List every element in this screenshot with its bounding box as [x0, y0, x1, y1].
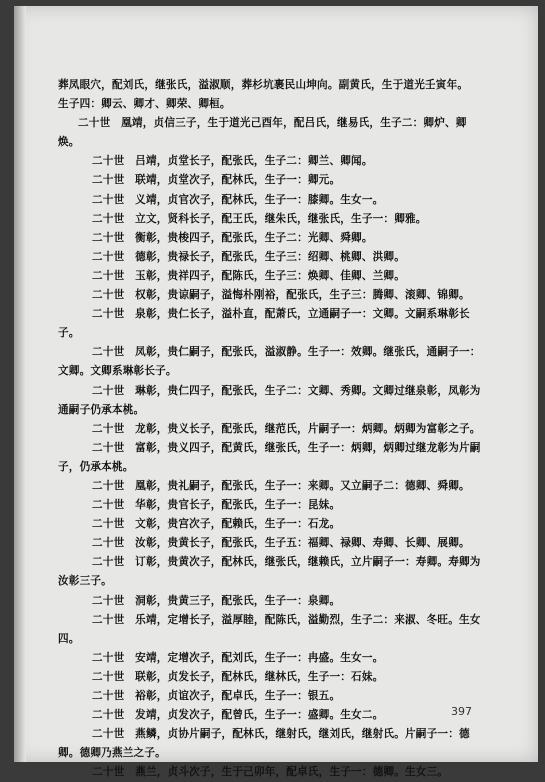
- text-line: 焕。: [58, 136, 80, 149]
- text-line: 二十世 吕靖，贞堂长子，配张氏，生子二：卿兰、卿闻。: [92, 155, 373, 168]
- text-line: 四。: [58, 632, 80, 645]
- text-line: 二十世 龙彰，贵义长子，配张氏，继范氏，片嗣子一：炳卿。炳卿为富彰之子。: [92, 422, 481, 435]
- text-line: 二十世 凰靖，贞信三子，生于道光己酉年，配吕氏，继易氏，生子二：卿炉、卿: [78, 117, 467, 130]
- text-line: 二十世 泉彰，贵仁长子，溢朴直，配萧氏，立通嗣子一：文卿。文嗣系琳彰长: [92, 308, 470, 321]
- text-line: 二十世 裕彰，贞谊次子，配卓氏，生子一：银五。: [92, 690, 341, 702]
- genealogy-text-block: [58, 76, 508, 782]
- page-number: 397: [451, 705, 472, 718]
- text-line: 二十世 德彰，贵禄长子，配张氏，生子三：绍卿、桃卿、洪卿。: [92, 250, 406, 263]
- text-line: 二十世 玉彰，贵祥四子，配陈氏，生子三：焕卿、佳卿、兰卿。: [92, 269, 406, 282]
- scanned-page: [14, 6, 538, 779]
- text-line: 二十世 汝彰，贵黄长子，配张氏，生子五：福卿、禄卿、寿卿、长卿、展卿。: [92, 537, 470, 550]
- text-line: 二十世 燕鳞，贞协片嗣子，配林氏，继射氏，继刘氏，继射氏。片嗣子一：德: [92, 728, 470, 741]
- text-line: 汝彰三子。: [58, 575, 112, 588]
- text-line: 二十世 乐靖，定增长子，溢厚睦，配陈氏，溢勤烈，生子二：来淑、冬旺。生女: [92, 613, 481, 626]
- text-line: 二十世 安靖，定增次子，配刘氏，生子一：冉盛。生女一。: [92, 651, 384, 664]
- text-line: 二十世 订彰，贵黄次子，配林氏，继张氏，继赖氏，立片嗣子一：寿卿。寿卿为: [92, 556, 481, 569]
- text-line: 二十世 凰彰，贵礼嗣子，配张氏，生子一：来卿。又立嗣子二：德卿、舜卿。: [92, 479, 470, 492]
- text-line: 二十世 琳彰，贵仁四子，配张氏，生子二：文卿、秀卿。文卿过继泉彰，凤彰为: [92, 384, 481, 397]
- text-line: 子。: [58, 327, 80, 340]
- text-line: 生子四：卿云、卿才、卿荣、卿桓。: [58, 98, 231, 111]
- text-line: 二十世 富彰，贵义四子，配黄氏，继张氏，生子一：炳卿，炳卿过继龙彰为片嗣: [92, 441, 481, 454]
- text-line: 二十世 义靖，贞官次子，配林氏，生子一：膝卿。生女一。: [92, 193, 384, 206]
- binding-shadow: [14, 6, 26, 762]
- text-line: 卿。德卿乃燕兰之子。: [58, 747, 166, 760]
- text-line: 葬凤眼穴，配刘氏，继张氏，溢淑顺，葬杉坑裹民山坤向。副黄氏，生于道光壬寅年。: [58, 79, 469, 91]
- text-line: 文卿。文卿系琳彰长子。: [58, 365, 177, 378]
- text-line: 二十世 文彰，贵宫次子，配赖氏，生子一：石龙。: [92, 518, 341, 531]
- text-line: 二十世 联靖，贞堂次子，配林氏，生子一：卿元。: [92, 174, 341, 187]
- text-line: 二十世 华彰，贵官长子，配张氏，生子一：昆妹。: [92, 499, 341, 512]
- text-line: 二十世 立文，贤科长子，配王氏，继朱氏，继张氏，生子一：卿雅。: [92, 212, 427, 225]
- text-line: 子，仍承本桃。: [58, 460, 134, 473]
- text-line: 二十世 联彰，贞发长子，配林氏，继林氏，生子一：石妹。: [92, 670, 384, 683]
- text-line: 通嗣子仍承本桃。: [58, 403, 145, 416]
- text-line: 二十世 燕兰，贞斗次子，生于己卯年，配卓氏，生子一：德卿。生女三。: [92, 766, 449, 779]
- text-line: 二十世 权彰，贵谅嗣子，溢悔朴刚裕，配张氏，生子三：腾卿、滚卿、锦卿。: [92, 289, 470, 302]
- text-line: 二十世 洞彰，贵黄三子，配张氏，生子一：泉卿。: [92, 594, 341, 607]
- text-line: 二十世 凤彰，贵仁嗣子，配张氏，溢淑静。生子一：效卿。继张氏，通嗣子一：: [92, 346, 481, 359]
- text-line: 二十世 衡彰，贵梭四子，配张氏，生子二：光卿、舜卿。: [92, 231, 373, 244]
- text-line: 二十世 发靖，贞发次子，配曾氏，生子一：盛卿。生女二。: [92, 709, 384, 722]
